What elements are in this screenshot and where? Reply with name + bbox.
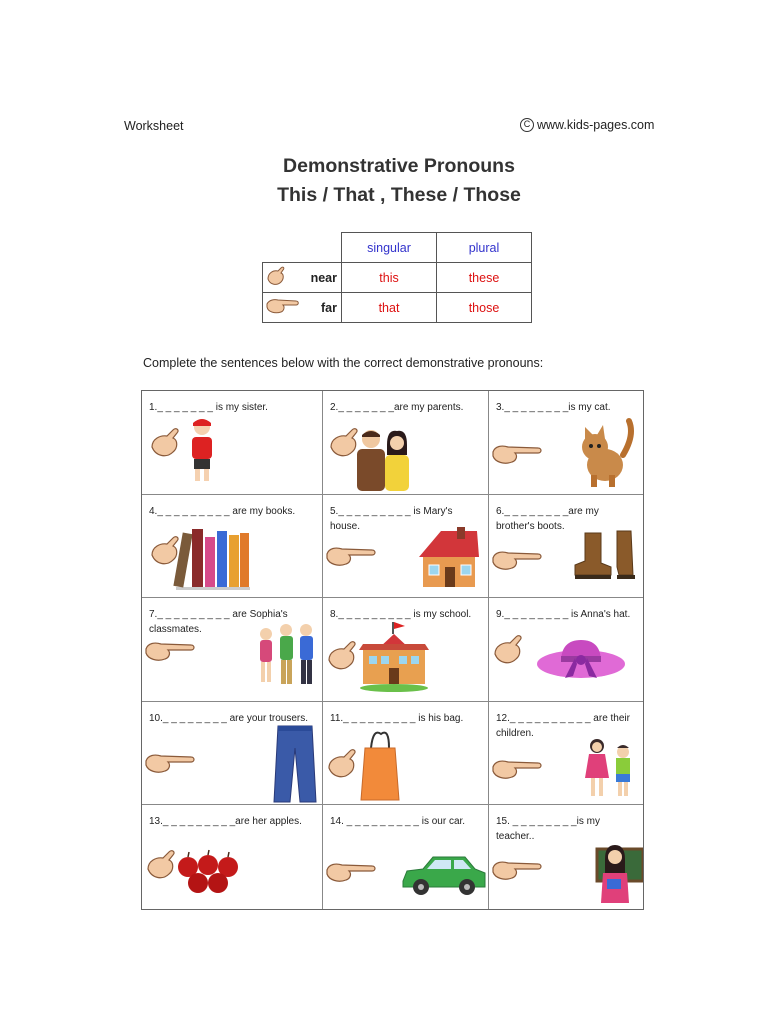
exercise-item	[489, 805, 643, 909]
apples-icon	[176, 849, 242, 897]
teacher-icon	[593, 839, 643, 903]
school-icon	[359, 620, 429, 692]
car-icon	[401, 853, 487, 899]
sentence-2: 2._ _ _ _ _ _ _are my parents.	[330, 402, 464, 413]
pronoun-reference-table	[262, 232, 532, 323]
exercise-item	[323, 598, 489, 702]
worksheet-label: Worksheet	[124, 119, 184, 133]
col-plural: plural	[437, 233, 532, 263]
sentence-3: 3._ _ _ _ _ _ _ _is my cat.	[496, 402, 611, 413]
sentence-15: 15. _ _ _ _ _ _ _ _is my teacher..	[496, 816, 600, 843]
cat-icon	[573, 415, 637, 489]
title-line-1: Demonstrative Pronouns	[283, 155, 515, 177]
site-url: www.kids-pages.com	[537, 118, 655, 132]
trousers-icon	[270, 724, 320, 804]
sentence-7: 7._ _ _ _ _ _ _ _ _ are Sophia's classmates.	[149, 609, 288, 636]
title-line-2: This / That , These / Those	[277, 184, 521, 206]
row-far-label: far	[321, 300, 337, 315]
exercise-item	[142, 391, 323, 495]
sentence-1: 1._ _ _ _ _ _ _ is my sister.	[149, 402, 268, 413]
far-plural: those	[437, 293, 532, 323]
exercise-item	[323, 495, 489, 599]
exercise-item	[489, 702, 643, 806]
exercise-item	[142, 702, 323, 806]
pointing-hand-icon	[491, 857, 543, 883]
pointing-hand-icon	[491, 756, 543, 782]
hat-icon	[535, 634, 627, 690]
sentence-6: 6._ _ _ _ _ _ _ _are my brother's boots.	[496, 505, 599, 532]
sentence-5: 5._ _ _ _ _ _ _ _ _ is Mary's house.	[330, 505, 453, 532]
col-singular: singular	[342, 233, 437, 263]
exercise-item	[489, 391, 643, 495]
parents-icon	[351, 425, 417, 491]
exercise-item	[489, 495, 643, 599]
pointing-hand-icon	[325, 543, 377, 569]
table-corner	[263, 233, 342, 263]
pointing-hand-icon	[491, 441, 543, 467]
row-near-label: near	[310, 270, 337, 285]
near-singular: this	[342, 263, 437, 293]
sentence-8: 8._ _ _ _ _ _ _ _ _ is my school.	[330, 609, 472, 621]
touching-hand-icon	[491, 634, 531, 668]
touching-hand-icon	[148, 427, 188, 461]
sentence-11: 11._ _ _ _ _ _ _ _ _ is his bag.	[330, 712, 464, 724]
books-icon	[172, 525, 254, 591]
sentence-4: 4._ _ _ _ _ _ _ _ _ are my books.	[149, 505, 296, 517]
exercise-item	[489, 598, 643, 702]
exercise-item	[323, 805, 489, 909]
sentence-9: 9._ _ _ _ _ _ _ _ is Anna's hat.	[496, 609, 631, 621]
touching-hand-icon	[265, 265, 293, 289]
children-icon	[583, 736, 639, 800]
site-credit	[520, 118, 654, 132]
sentence-14: 14. _ _ _ _ _ _ _ _ _ is our car.	[330, 816, 466, 828]
pointing-hand-icon	[265, 295, 299, 317]
exercise-grid	[141, 390, 644, 910]
exercise-item	[323, 702, 489, 806]
exercise-item	[323, 391, 489, 495]
far-singular: that	[342, 293, 437, 323]
pointing-hand-icon	[144, 638, 196, 664]
pointing-hand-icon	[491, 547, 543, 573]
classmates-icon	[254, 620, 318, 690]
house-icon	[413, 525, 483, 591]
sentence-13: 13._ _ _ _ _ _ _ _ _are her apples.	[149, 816, 302, 828]
copyright-icon: C	[520, 118, 534, 132]
exercise-item	[142, 598, 323, 702]
sentence-10: 10._ _ _ _ _ _ _ _ are your trousers.	[149, 712, 308, 724]
pointing-hand-icon	[144, 750, 196, 776]
exercise-item	[142, 495, 323, 599]
row-near	[263, 263, 342, 293]
row-far	[263, 293, 342, 323]
page-title	[0, 152, 768, 210]
boots-icon	[571, 527, 643, 583]
near-plural: these	[437, 263, 532, 293]
exercise-item	[142, 805, 323, 909]
pointing-hand-icon	[325, 859, 377, 885]
instructions: Complete the sentences below with the correct demonstrative pronouns:	[143, 356, 544, 370]
bag-icon	[359, 726, 401, 802]
girl-in-red-icon	[184, 415, 220, 483]
sentence-12: 12._ _ _ _ _ _ _ _ _ _ are their children.	[496, 712, 630, 739]
